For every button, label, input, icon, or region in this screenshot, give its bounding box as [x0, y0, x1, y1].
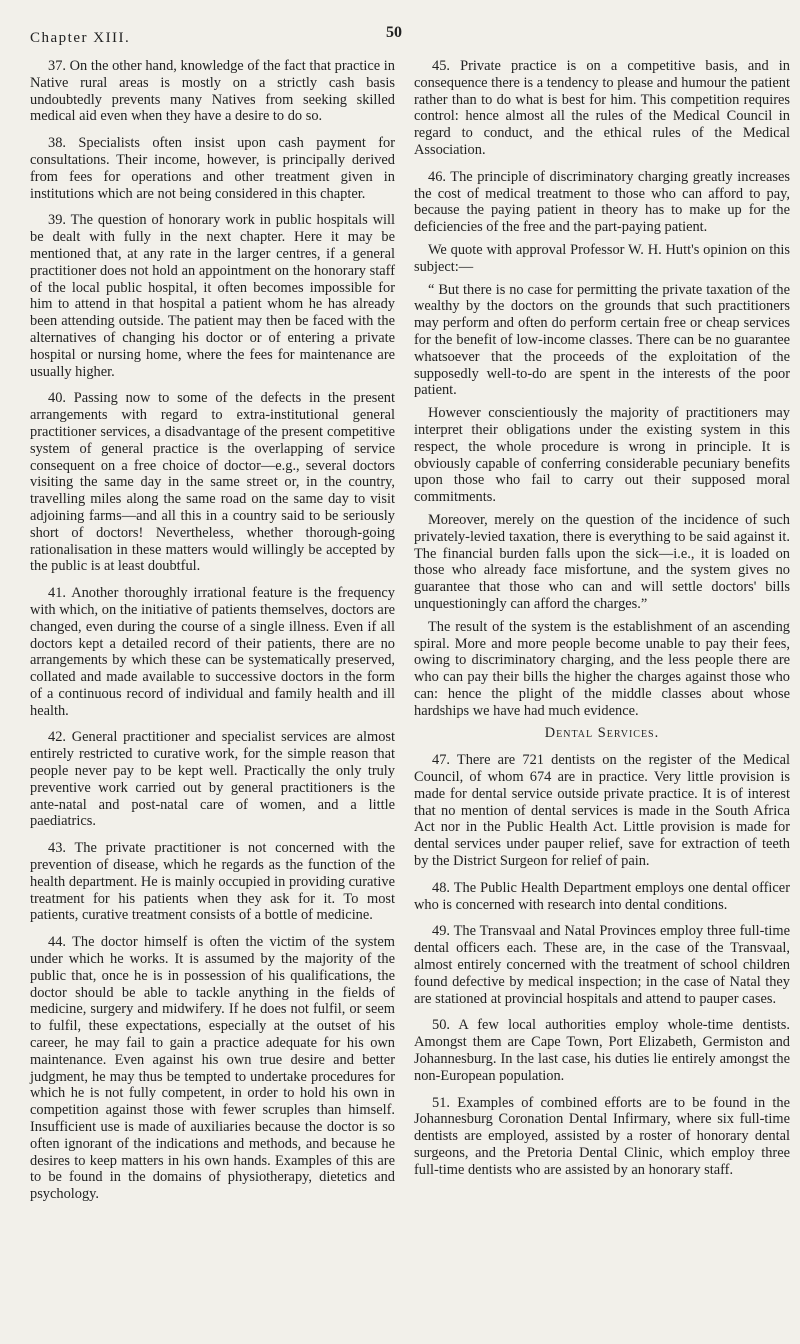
paragraph-38: 38. Specialists often insist upon cash payment for consultations. Their income, however, is principally derived from fees for operations and other treatment given in institutions which are not being considered in this chapter.	[30, 135, 395, 202]
paragraph-50: 50. A few local authorities employ whole-time dentists. Amongst them are Cape Town, Port Elizabeth, Germiston and Johannesburg. In the last case, his duties lie entirely amongst the non-European population.	[414, 1017, 790, 1084]
paragraph-42: 42. General practitioner and specialist services are almost entirely restricted to curative work, for the simple reason that people never pay to be kept well. Practically the only truly preventive work carried out by general practitioners is the ante-natal and post-natal care of women, and a little paediatrics.	[30, 729, 395, 830]
paragraph-46: 46. The principle of discriminatory charging greatly increases the cost of medical treatment to those who can afford to pay, because the paying patient in theory has to make up for the deficiencies of the free and the part-paying patient.	[414, 168, 790, 236]
quote-intro: We quote with approval Professor W. H. Hutt's opinion on this subject:—	[414, 241, 790, 275]
paragraph-48: 48. The Public Health Department employs one dental officer who is concerned with research into dental conditions.	[414, 879, 790, 913]
quote-paragraph-1: “ But there is no case for permitting the private taxation of the wealthy by the doctors on the grounds that such practitioners may perform and often do perform certain free or cheap services for the benefit of low-income classes. There can be no guarantee whatsoever that the proceeds of the exploitation of the supposedly well-to-do are spent in the interests of the poor patient.	[414, 281, 790, 399]
result-paragraph: The result of the system is the establishment of an ascending spiral. More and more people become unable to pay their fees, owing to discriminatory charging, and the less people there are who can pay their bills the higher the charges against those who can: hence the plight of the middle classes about whose hardships we have had much evidence.	[414, 618, 790, 719]
quote-paragraph-2: However conscientiously the majority of practitioners may interpret their obligations under the existing system in this respect, the whole procedure is wrong in principle. It is obviously capable of conferring considerable pecuniary benefits upon those who fail to carry out their supposed moral commitments.	[414, 405, 790, 506]
page-header	[0, 24, 800, 50]
quote-paragraph-3: Moreover, merely on the question of the incidence of such privately-levied taxation, there is everything to be said against it. The financial burden falls upon the sick—i.e., it is loaded on those who already face misfortune, and the system gives no guarantee that those who can and will settle doctors' bills unquestioningly can afford the charges.”	[414, 511, 790, 612]
paragraph-51: 51. Examples of combined efforts are to be found in the Johannesburg Coronation Dental Infirmary, where six full-time dentists are employed, assisted by a roster of honorary dental surgeons, and the Pretoria Dental Clinic, which employ three full-time dentists who are assisted by an honorary staff.	[414, 1094, 790, 1178]
paragraph-40: 40. Passing now to some of the defects in the present arrangements with regard to extra-institutional general practitioner services, a disadvantage of the present competitive system of general practice is the overlapping of service consequent on a free choice of doctor—e.g., several doctors visiting the same day in the same street or, in the country, travelling miles along the same road on the same day to visit adjoining farms—and all this in a country said to be seriously short of doctors! Nevertheless, whether thorough-going rationalisation in these matters would willingly be accepted by the public is at least doubtful.	[30, 390, 395, 575]
chapter-title: Chapter XIII.	[30, 30, 131, 46]
paragraph-41: 41. Another thoroughly irrational feature is the frequency with which, on the initiative of patients themselves, doctors are changed, even during the course of a single illness. Even if all doctors kept a detailed record of their patients, there are no arrangements by which these can be systematically preserved, collated and made available to successive doctors in the form of a continuous record of individual and family health and ill health.	[30, 585, 395, 719]
paragraph-45: 45. Private practice is on a competitive basis, and in consequence there is a tendency to please and humour the patient rather than to do what is best for him. This competition requires control: hence almost all the rules of the Medical Council in regard to conduct, and the ethical rules of the Medical Association.	[414, 58, 790, 158]
paragraph-37: 37. On the other hand, knowledge of the fact that practice in Native rural areas is mostly on a strictly cash basis undoubtedly prevents many Natives from seeking skilled medical aid even when they have a desire to do so.	[30, 58, 395, 125]
paragraph-39: 39. The question of honorary work in public hospitals will be dealt with fully in the next chapter. Here it may be mentioned that, at any rate in the larger centres, if a general practitioner does not hold an appointment on the honorary staff of the local public hospital, it often becomes impossible for him to attend in that hospital a patient whom he has already been attending outside. The patient may then be faced with the alternatives of changing his doctor or of entering a private hospital or nursing home, where the fees for maintenance are usually higher.	[30, 212, 395, 380]
page-number: 50	[386, 24, 402, 41]
left-column	[30, 58, 395, 1213]
section-heading-dental: Dental Services.	[544, 725, 660, 742]
paragraph-49: 49. The Transvaal and Natal Provinces employ three full-time dental officers each. These are, in the case of the Transvaal, almost entirely concerned with the treatment of school children found defective by medical inspection; in the case of Natal they are stationed at provincial hospitals and attend to pauper cases.	[414, 923, 790, 1007]
paragraph-44: 44. The doctor himself is often the victim of the system under which he works. It is assumed by the majority of the public that, once he is in possession of his qualifications, the doctor should be able to tackle anything in the fields of medicine, surgery and midwifery. If he does not fulfil, or seem to fulfil, these expectations, especially at the outset of his career, he may fail to gain a practice adequate for his own maintenance. Even against his own true desire and better judgment, he may thus be tempted to undertake procedures for which he is not fully competent, in order to hold his own in competition against those with fewer scruples than himself. Insufficient use is made of auxiliaries because the doctor is so often ignorant of the indications and methods, and because he desires to keep matters in his own hands. Examples of this are to be found in the domains of physiotherapy, dietetics and psychology.	[30, 934, 395, 1203]
paragraph-43: 43. The private practitioner is not concerned with the prevention of disease, which he regards as the function of the health department. He is mainly occupied in providing curative treatment for his patients when they ask for it. To most patients, curative treatment consists of a bottle of medicine.	[30, 840, 395, 924]
paragraph-47: 47. There are 721 dentists on the register of the Medical Council, of whom 674 are in practice. Very little provision is made for dental service outside private practice. It is of interest that no mention of dental services is made in the South Africa Act nor in the Public Health Act. Little provision is made for dental services under pauper relief, save for extraction of teeth by the District Surgeon for relief of pain.	[414, 752, 790, 870]
right-column	[414, 58, 790, 1189]
